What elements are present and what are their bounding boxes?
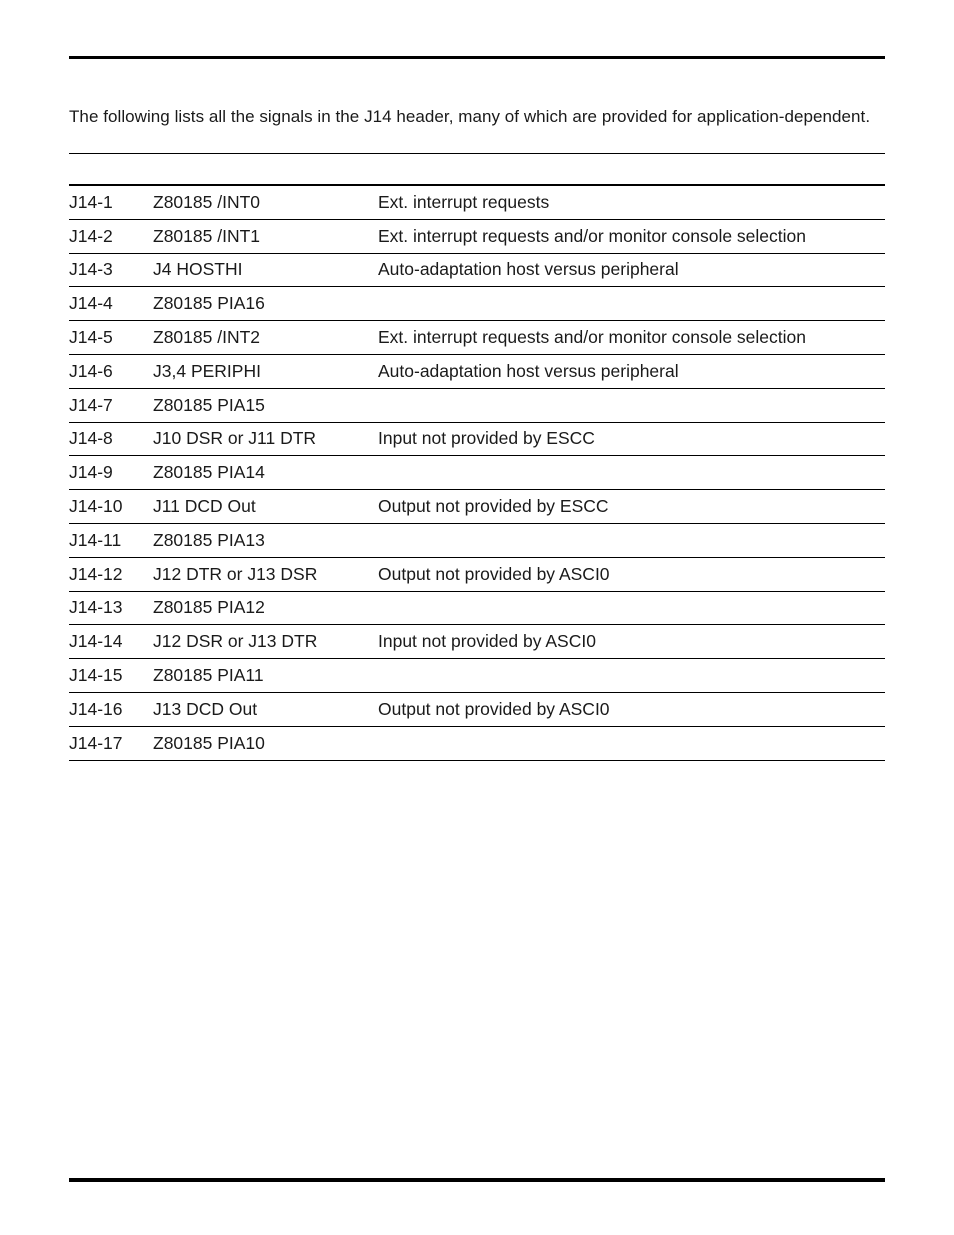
pin-cell: J14-10 (69, 490, 153, 524)
table-row (69, 456, 885, 490)
pin-cell: J14-14 (69, 625, 153, 659)
pin-cell: J14-9 (69, 456, 153, 490)
table-row (69, 726, 885, 760)
intro-paragraph: The following lists all the signals in the J14 header, many of which are provided for application-dependent. (69, 107, 871, 126)
description-cell: Input not provided by ESCC (378, 422, 885, 456)
signal-cell: Z80185 /INT2 (153, 321, 378, 355)
signal-cell: Z80185 /INT0 (153, 185, 378, 219)
signal-cell: J3,4 PERIPHI (153, 354, 378, 388)
signal-cell: Z80185 PIA15 (153, 388, 378, 422)
pin-cell: J14-12 (69, 557, 153, 591)
description-cell (378, 287, 885, 321)
signal-cell: Z80185 PIA11 (153, 659, 378, 693)
table-row (69, 523, 885, 557)
description-cell (378, 388, 885, 422)
description-cell (378, 659, 885, 693)
table-row (69, 490, 885, 524)
description-cell: Output not provided by ASCI0 (378, 692, 885, 726)
pin-cell: J14-15 (69, 659, 153, 693)
pin-cell: J14-2 (69, 219, 153, 253)
table-row (69, 219, 885, 253)
signal-cell: J10 DSR or J11 DTR (153, 422, 378, 456)
table-row (69, 388, 885, 422)
table-row (69, 625, 885, 659)
signal-cell: Z80185 /INT1 (153, 219, 378, 253)
table-row (69, 692, 885, 726)
signal-cell: J12 DSR or J13 DTR (153, 625, 378, 659)
table-row (69, 185, 885, 219)
table-row (69, 253, 885, 287)
signal-cell: Z80185 PIA14 (153, 456, 378, 490)
pin-cell: J14-7 (69, 388, 153, 422)
signal-table-body (69, 185, 885, 760)
table-row (69, 422, 885, 456)
description-cell (378, 456, 885, 490)
description-cell: Output not provided by ESCC (378, 490, 885, 524)
table-row (69, 659, 885, 693)
description-cell (378, 591, 885, 625)
table-row (69, 354, 885, 388)
signal-cell: J4 HOSTHI (153, 253, 378, 287)
footer-rule (69, 1178, 885, 1182)
pin-cell: J14-6 (69, 354, 153, 388)
signal-cell: J13 DCD Out (153, 692, 378, 726)
pin-cell: J14-4 (69, 287, 153, 321)
table-row (69, 287, 885, 321)
signal-cell: Z80185 PIA10 (153, 726, 378, 760)
signal-cell: J11 DCD Out (153, 490, 378, 524)
pin-cell: J14-13 (69, 591, 153, 625)
description-cell: Auto-adaptation host versus peripheral (378, 253, 885, 287)
pin-cell: J14-16 (69, 692, 153, 726)
pin-cell: J14-11 (69, 523, 153, 557)
description-cell: Ext. interrupt requests and/or monitor console selection (378, 321, 885, 355)
pin-cell: J14-8 (69, 422, 153, 456)
description-cell: Output not provided by ASCI0 (378, 557, 885, 591)
table-row (69, 557, 885, 591)
description-cell: Input not provided by ASCI0 (378, 625, 885, 659)
signal-cell: Z80185 PIA13 (153, 523, 378, 557)
table-row (69, 591, 885, 625)
description-cell: Ext. interrupt requests and/or monitor console selection (378, 219, 885, 253)
pin-cell: J14-3 (69, 253, 153, 287)
description-cell: Auto-adaptation host versus peripheral (378, 354, 885, 388)
description-cell: Ext. interrupt requests (378, 185, 885, 219)
j14-signal-table (69, 184, 885, 761)
pin-cell: J14-17 (69, 726, 153, 760)
header-rule (69, 56, 885, 59)
signal-cell: Z80185 PIA16 (153, 287, 378, 321)
signal-cell: Z80185 PIA12 (153, 591, 378, 625)
signal-cell: J12 DTR or J13 DSR (153, 557, 378, 591)
pin-cell: J14-5 (69, 321, 153, 355)
description-cell (378, 726, 885, 760)
table-row (69, 321, 885, 355)
intro-rule (69, 153, 885, 154)
pin-cell: J14-1 (69, 185, 153, 219)
description-cell (378, 523, 885, 557)
